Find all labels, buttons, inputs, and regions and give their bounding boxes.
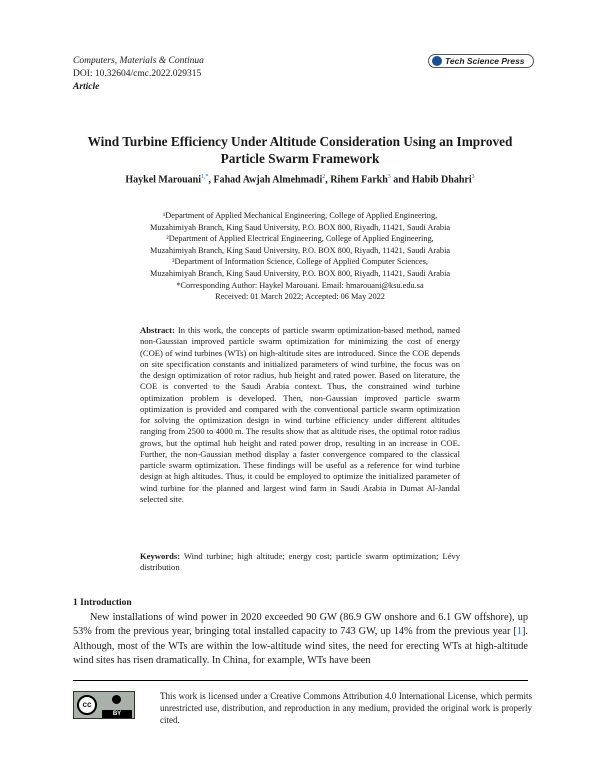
footer-divider xyxy=(73,680,528,681)
affiliation-line: Muzahimiyah Branch, King Saud University, P.O. BOX 800, Riyadh, 11421, Saudi Arabia xyxy=(149,222,451,232)
author-name: Fahad Awjah Almehmadi xyxy=(213,174,323,186)
doi[interactable]: DOI: 10.32604/cmc.2022.029315 xyxy=(73,69,202,79)
paper-title: Wind Turbine Efficiency Under Altitude Consideration Using an Improved Particle Swarm Framework xyxy=(87,134,513,166)
author-affil-mark[interactable]: 3 xyxy=(471,174,475,180)
article-type: Article xyxy=(73,82,100,92)
attribution-icon xyxy=(102,695,132,715)
affiliations xyxy=(60,210,540,303)
intro-text-b: ]. Although, most of the WTs are within the low-altitude wind sites, the need for erecting WTs at high-altitude wind sites has risen dramatically. In China, for example, WTs have been xyxy=(73,626,528,667)
abstract-label: Abstract: xyxy=(140,325,175,335)
author-name: Rihem Farkh xyxy=(330,174,388,186)
author-name: Haykel Marouani xyxy=(125,174,202,186)
publisher-logo xyxy=(428,54,534,68)
received-accepted: Received: 01 March 2022; Accepted: 06 May 2022 xyxy=(215,292,385,302)
cc-by-badge[interactable] xyxy=(73,691,135,719)
author-affil-mark[interactable]: 1,* xyxy=(201,174,209,180)
affiliation-line: Muzahimiyah Branch, King Saud University, P.O. BOX 800, Riyadh, 11421, Saudi Arabia xyxy=(149,245,451,255)
intro-paragraph xyxy=(73,611,528,669)
intro-text-a: New installations of wind power in 2020 exceeded 90 GW (86.9 GW onshore and 6.1 GW offshore), up 53% from the previous year, bringing total installed capacity to 743 GW, up 14% from the previous year [ xyxy=(73,612,528,638)
abstract xyxy=(140,325,460,505)
person-icon xyxy=(112,695,121,704)
author-name: Habib Dhahri xyxy=(411,174,472,186)
license-text: This work is licensed under a Creative Commons Attribution 4.0 International License, which permits unrestricted use, distribution, and reproduction in any medium, provided the original work is properly cited. xyxy=(160,691,532,725)
abstract-text: In this work, the concepts of particle swarm optimization-based method, named non-Gaussian improved particle swarm optimization for minimizing the cost of energy (COE) of wind turbines (WTs) on high-altitude sites are introduced. Since the COE depends on site specification constants and initialized parameters of wind turbine, the focus was on the design optimization of rotor radius, hub height and rated power. Based on literature, the COE is converted to the Saudi Arabia context. Thus, the constrained wind turbine optimization problem is developed. Then, non-Gaussian improved particle swarm optimization is provided and compared with the conventional particle swarm optimization for solving the optimization design in wind turbine efficiency under different altitudes ranging from 2500 to 4000 m. The results show that as altitude rises, the optimal rotor radius grows, but the optimal hub height and rated power drop, resulting in an increase in COE. Further, the non-Gaussian method display a faster convergence compared to the classical particle swarm optimization. These findings will be useful as a reference for wind turbine design at high altitudes. Thus, it could be employed to optimize the initialized parameter of wind turbine for the planned and largest wind farm in Saudi Arabia in Dumat Al-Jandal selected site. xyxy=(140,325,461,504)
section-heading: 1 Introduction xyxy=(73,598,132,608)
author-affil-mark[interactable]: 3 xyxy=(387,174,391,180)
author-list: Haykel Marouani$^{1,*}$, Fahad Awjah Almehmadi$^2$, Rihem Farkh$^3$ and Habib Dhahri$^3$ xyxy=(125,174,475,186)
keywords xyxy=(140,551,460,574)
corresponding-author: *Corresponding Author: Haykel Marouani. Email: hmarouani@ksu.edu.sa xyxy=(176,280,424,290)
publisher-name: Tech Science Press xyxy=(445,56,525,66)
citation-link[interactable]: 1 xyxy=(516,626,522,638)
keywords-text: Wind turbine; high altitude; energy cost; particle swarm optimization; Lévy distribution xyxy=(140,551,460,573)
affiliation-line: ³Department of Information Science, College of Applied Computer Sciences, xyxy=(172,257,428,267)
journal-name: Computers, Materials & Continua xyxy=(73,56,204,66)
by-label: BY xyxy=(102,710,132,718)
affiliation-line: ²Department of Applied Electrical Engineering, College of Applied Engineering, xyxy=(166,234,434,244)
publisher-logo-icon xyxy=(432,56,442,66)
affiliation-line: Muzahimiyah Branch, King Saud University, P.O. BOX 800, Riyadh, 11421, Saudi Arabia xyxy=(149,268,451,278)
author-affil-mark[interactable]: 2 xyxy=(322,174,326,180)
cc-icon: cc xyxy=(77,695,97,715)
keywords-label: Keywords: xyxy=(140,551,181,561)
affiliation-line: ¹Department of Applied Mechanical Engineering, College of Applied Engineering, xyxy=(162,211,438,220)
